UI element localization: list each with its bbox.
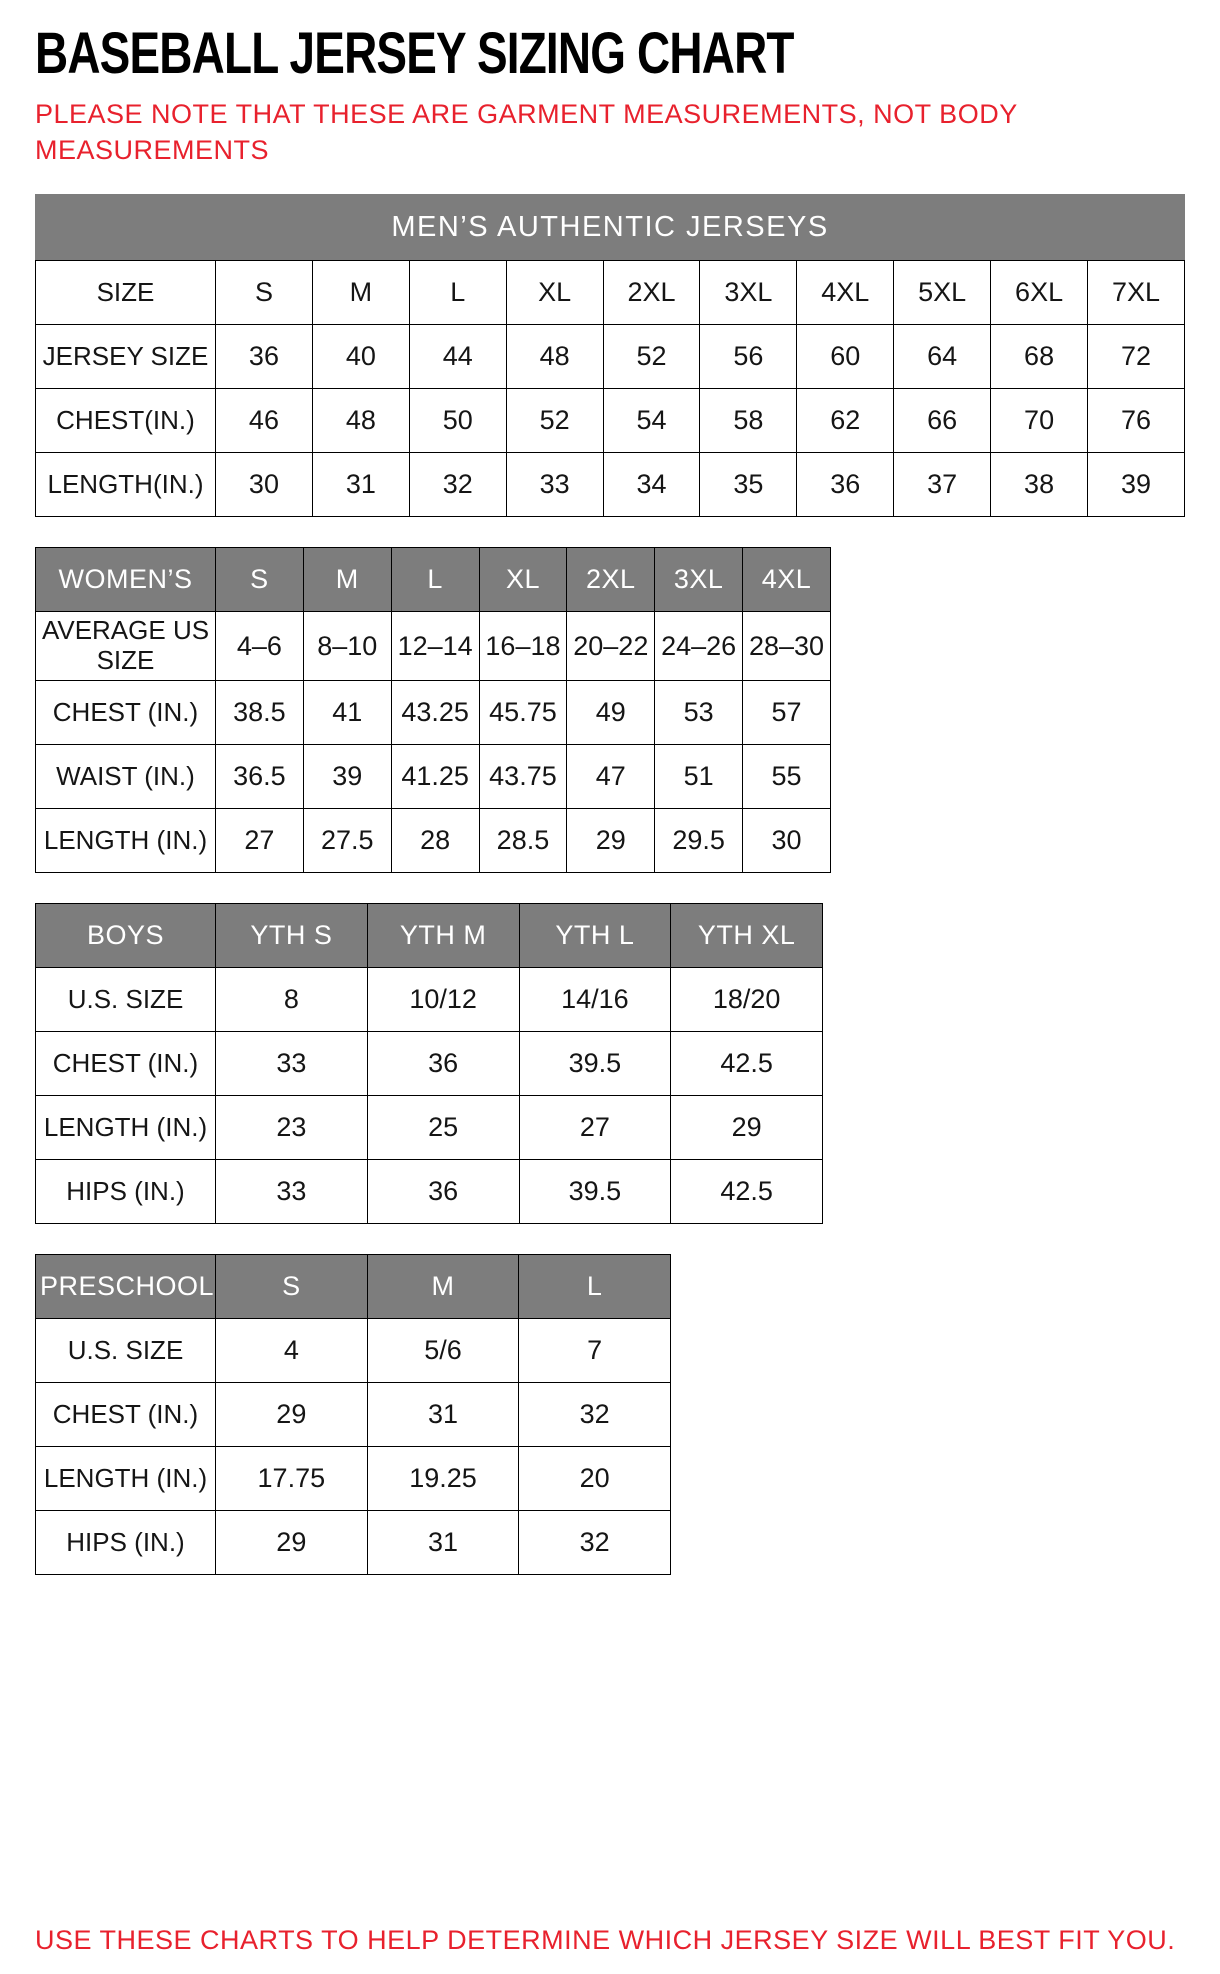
- row-label: CHEST (IN.): [36, 1383, 216, 1447]
- table-cell: 31: [312, 453, 409, 517]
- table-cell: 56: [700, 325, 797, 389]
- table-row: [36, 261, 1185, 325]
- column-header: M: [367, 1255, 519, 1319]
- table-row: [36, 1160, 823, 1224]
- table-cell: S: [216, 261, 313, 325]
- preschool-section: [35, 1254, 1185, 1575]
- table-row: [36, 325, 1185, 389]
- table-cell: 32: [409, 453, 506, 517]
- row-label: LENGTH (IN.): [36, 1447, 216, 1511]
- table-cell: 16–18: [479, 612, 567, 681]
- table-cell: 28: [391, 809, 479, 873]
- table-cell: 42.5: [671, 1032, 823, 1096]
- column-header: S: [216, 1255, 368, 1319]
- row-label: AVERAGE US SIZE: [36, 612, 216, 681]
- row-label: SIZE: [36, 261, 216, 325]
- table-cell: 29: [216, 1511, 368, 1575]
- table-cell: 55: [743, 745, 831, 809]
- table-cell: 66: [894, 389, 991, 453]
- womens-table-container: [35, 547, 831, 873]
- column-header: YTH M: [367, 904, 519, 968]
- table-cell: 17.75: [216, 1447, 368, 1511]
- column-header: 2XL: [567, 548, 655, 612]
- table-cell: 29: [671, 1096, 823, 1160]
- row-label: LENGTH (IN.): [36, 1096, 216, 1160]
- table-cell: 39.5: [519, 1032, 671, 1096]
- table-cell: 19.25: [367, 1447, 519, 1511]
- measurement-note: PLEASE NOTE THAT THESE ARE GARMENT MEASUREMENTS, NOT BODY MEASUREMENTS: [35, 99, 1018, 165]
- column-header: L: [519, 1255, 671, 1319]
- table-row: [36, 968, 823, 1032]
- table-cell: 48: [506, 325, 603, 389]
- mens-table-title: MEN’S AUTHENTIC JERSEYS: [35, 194, 1185, 260]
- preschool-table-container: [35, 1254, 671, 1575]
- row-label: LENGTH (IN.): [36, 809, 216, 873]
- womens-table: [35, 547, 831, 873]
- table-cell: 50: [409, 389, 506, 453]
- row-label: WAIST (IN.): [36, 745, 216, 809]
- table-cell: 58: [700, 389, 797, 453]
- preschool-table: [35, 1254, 671, 1575]
- table-cell: 2XL: [603, 261, 700, 325]
- table-cell: 5/6: [367, 1319, 519, 1383]
- mens-table-container: [35, 260, 1185, 517]
- column-header: S: [216, 548, 304, 612]
- table-cell: 60: [797, 325, 894, 389]
- table-cell: 4: [216, 1319, 368, 1383]
- table-cell: 29: [216, 1383, 368, 1447]
- table-cell: 36.5: [216, 745, 304, 809]
- table-cell: 40: [312, 325, 409, 389]
- row-label: U.S. SIZE: [36, 968, 216, 1032]
- row-label: JERSEY SIZE: [36, 325, 216, 389]
- header-row: [36, 548, 831, 612]
- table-cell: 36: [216, 325, 313, 389]
- table-cell: 18/20: [671, 968, 823, 1032]
- table-row: [36, 745, 831, 809]
- table-cell: 32: [519, 1383, 671, 1447]
- table-cell: 48: [312, 389, 409, 453]
- table-cell: 51: [655, 745, 743, 809]
- table-cell: 4XL: [797, 261, 894, 325]
- mens-section: [35, 194, 1185, 517]
- table-cell: 53: [655, 681, 743, 745]
- row-label: HIPS (IN.): [36, 1160, 216, 1224]
- table-cell: 30: [216, 453, 313, 517]
- table-cell: 33: [216, 1032, 368, 1096]
- table-cell: 47: [567, 745, 655, 809]
- table-cell: 43.25: [391, 681, 479, 745]
- column-header: YTH XL: [671, 904, 823, 968]
- table-cell: 8: [216, 968, 368, 1032]
- table-cell: 23: [216, 1096, 368, 1160]
- boys-section: [35, 903, 1185, 1224]
- table-cell: 76: [1088, 389, 1185, 453]
- table-cell: 49: [567, 681, 655, 745]
- table-cell: 35: [700, 453, 797, 517]
- table-cell: 33: [216, 1160, 368, 1224]
- table-cell: 33: [506, 453, 603, 517]
- table-cell: 57: [743, 681, 831, 745]
- table-cell: 5XL: [894, 261, 991, 325]
- mens-table: [35, 260, 1185, 517]
- table-cell: 32: [519, 1511, 671, 1575]
- table-cell: 25: [367, 1096, 519, 1160]
- table-cell: 10/12: [367, 968, 519, 1032]
- table-cell: 28–30: [743, 612, 831, 681]
- table-cell: 36: [797, 453, 894, 517]
- row-label: LENGTH(IN.): [36, 453, 216, 517]
- table-row: [36, 1383, 671, 1447]
- table-cell: 37: [894, 453, 991, 517]
- table-cell: 41: [303, 681, 391, 745]
- table-cell: 38: [991, 453, 1088, 517]
- table-cell: 29.5: [655, 809, 743, 873]
- table-cell: 43.75: [479, 745, 567, 809]
- table-cell: L: [409, 261, 506, 325]
- table-cell: 8–10: [303, 612, 391, 681]
- table-cell: 70: [991, 389, 1088, 453]
- column-header: L: [391, 548, 479, 612]
- table-cell: 64: [894, 325, 991, 389]
- table-cell: 68: [991, 325, 1088, 389]
- table-cell: XL: [506, 261, 603, 325]
- table-row: [36, 1447, 671, 1511]
- table-cell: 29: [567, 809, 655, 873]
- row-label-header: WOMEN’S: [36, 548, 216, 612]
- table-row: [36, 809, 831, 873]
- row-label: HIPS (IN.): [36, 1511, 216, 1575]
- column-header: 4XL: [743, 548, 831, 612]
- table-cell: 27: [216, 809, 304, 873]
- table-cell: 7XL: [1088, 261, 1185, 325]
- table-row: [36, 612, 831, 681]
- header-row: [36, 1255, 671, 1319]
- row-label: CHEST(IN.): [36, 389, 216, 453]
- header-row: [36, 904, 823, 968]
- table-cell: 12–14: [391, 612, 479, 681]
- table-row: [36, 453, 1185, 517]
- table-cell: 7: [519, 1319, 671, 1383]
- table-cell: 72: [1088, 325, 1185, 389]
- table-cell: 20: [519, 1447, 671, 1511]
- table-cell: 14/16: [519, 968, 671, 1032]
- table-row: [36, 389, 1185, 453]
- table-row: [36, 1032, 823, 1096]
- table-cell: 54: [603, 389, 700, 453]
- table-cell: 38.5: [216, 681, 304, 745]
- table-cell: 6XL: [991, 261, 1088, 325]
- table-cell: 52: [603, 325, 700, 389]
- boys-table: [35, 903, 823, 1224]
- table-cell: 20–22: [567, 612, 655, 681]
- table-cell: M: [312, 261, 409, 325]
- table-cell: 27: [519, 1096, 671, 1160]
- row-label-header: PRESCHOOL: [36, 1255, 216, 1319]
- boys-table-container: [35, 903, 823, 1224]
- column-header: XL: [479, 548, 567, 612]
- table-row: [36, 1319, 671, 1383]
- table-cell: 3XL: [700, 261, 797, 325]
- column-header: YTH L: [519, 904, 671, 968]
- table-row: [36, 1096, 823, 1160]
- table-row: [36, 1511, 671, 1575]
- table-cell: 4–6: [216, 612, 304, 681]
- table-cell: 39: [1088, 453, 1185, 517]
- table-cell: 52: [506, 389, 603, 453]
- column-header: 3XL: [655, 548, 743, 612]
- womens-section: [35, 547, 1185, 873]
- table-cell: 39.5: [519, 1160, 671, 1224]
- table-cell: 27.5: [303, 809, 391, 873]
- row-label: CHEST (IN.): [36, 681, 216, 745]
- footer-note: USE THESE CHARTS TO HELP DETERMINE WHICH JERSEY SIZE WILL BEST FIT YOU.: [35, 1925, 1176, 1955]
- table-cell: 45.75: [479, 681, 567, 745]
- table-row: [36, 681, 831, 745]
- table-cell: 62: [797, 389, 894, 453]
- table-cell: 42.5: [671, 1160, 823, 1224]
- table-cell: 31: [367, 1511, 519, 1575]
- table-cell: 24–26: [655, 612, 743, 681]
- table-cell: 39: [303, 745, 391, 809]
- table-cell: 46: [216, 389, 313, 453]
- row-label: U.S. SIZE: [36, 1319, 216, 1383]
- table-cell: 44: [409, 325, 506, 389]
- table-cell: 34: [603, 453, 700, 517]
- table-cell: 28.5: [479, 809, 567, 873]
- page-title: BASEBALL JERSEY SIZING CHART: [35, 19, 794, 86]
- column-header: YTH S: [216, 904, 368, 968]
- table-cell: 41.25: [391, 745, 479, 809]
- table-cell: 30: [743, 809, 831, 873]
- table-cell: 31: [367, 1383, 519, 1447]
- table-cell: 36: [367, 1160, 519, 1224]
- table-cell: 36: [367, 1032, 519, 1096]
- column-header: M: [303, 548, 391, 612]
- row-label-header: BOYS: [36, 904, 216, 968]
- row-label: CHEST (IN.): [36, 1032, 216, 1096]
